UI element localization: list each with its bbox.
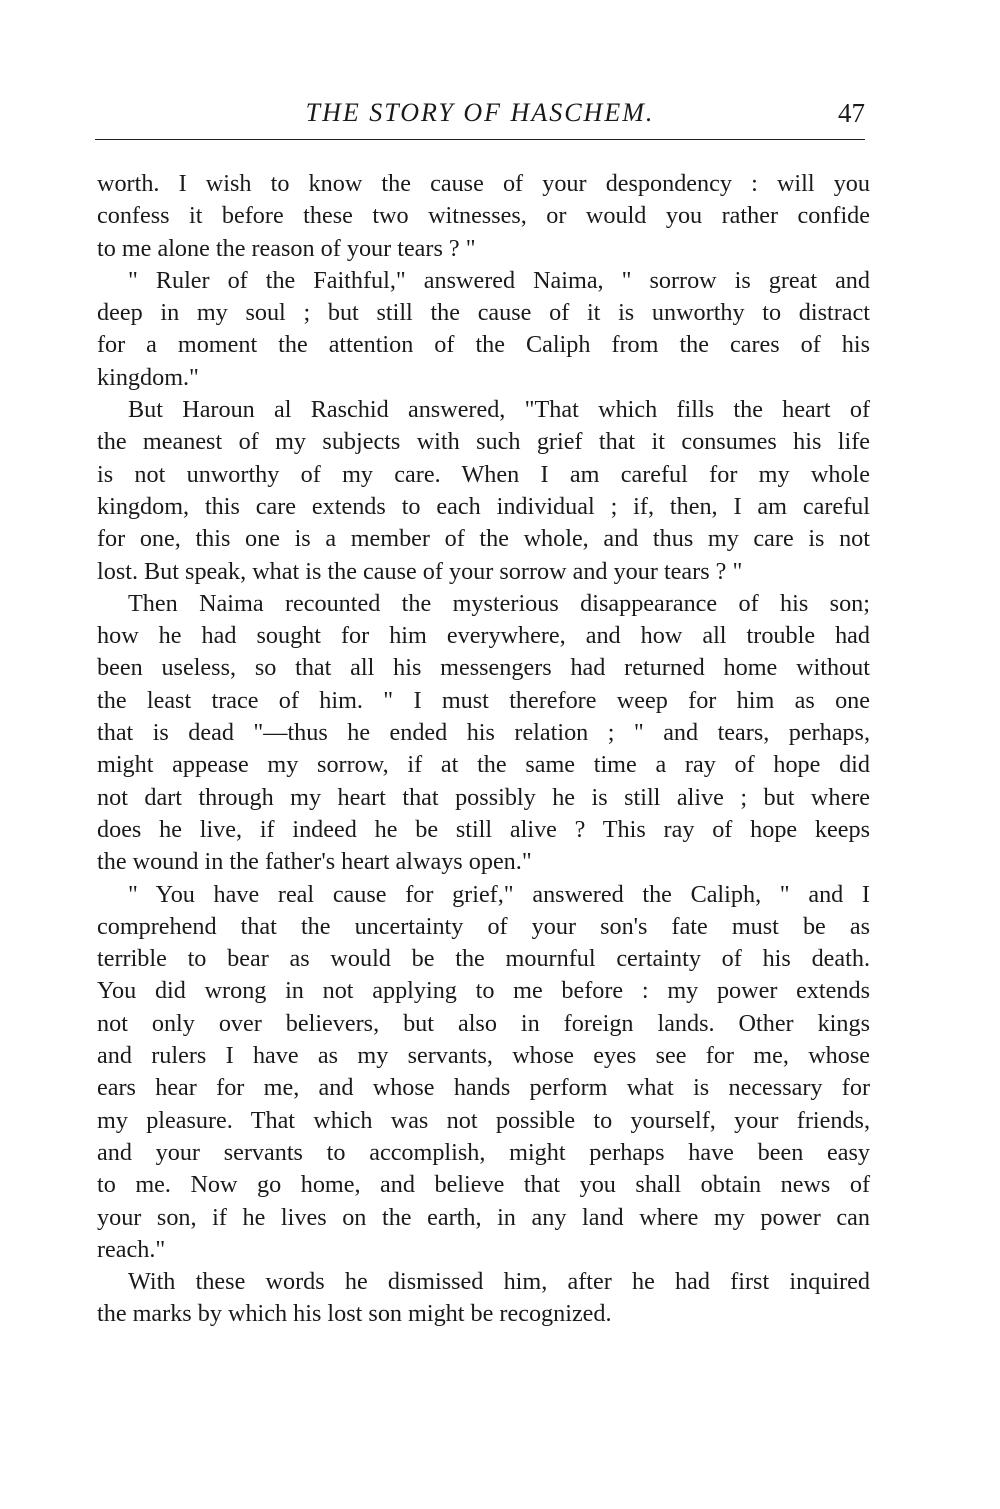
paragraph	[97, 394, 870, 588]
text-line: kingdom, this care extends to each individual ; if, then, I am careful	[97, 492, 870, 520]
text-line: comprehend that the uncertainty of your son's fate must be as	[97, 912, 870, 940]
text-line: to me. Now go home, and believe that you shall obtain news of	[97, 1171, 870, 1199]
text-line: does he live, if indeed he be still alive ? This ray of hope keeps	[97, 815, 870, 843]
text-line: But Haroun al Raschid answered, "That which fills the heart of	[128, 396, 870, 424]
text-line: not dart through my heart that possibly he is still alive ; but where	[97, 783, 870, 811]
text-line: and your servants to accomplish, might perhaps have been easy	[97, 1138, 870, 1166]
text-line: " You have real cause for grief," answered the Caliph, " and I	[128, 880, 870, 908]
text-line: the wound in the father's heart always open."	[97, 848, 532, 876]
page-number: 47	[838, 98, 865, 128]
text-line: that is dead "—thus he ended his relation ; " and tears, perhaps,	[97, 719, 870, 747]
text-line: lost. But speak, what is the cause of your sorrow and your tears ? "	[97, 557, 743, 585]
text-line: how he had sought for him everywhere, and how all trouble had	[97, 622, 870, 650]
body-text	[97, 168, 870, 1331]
text-line: the marks by which his lost son might be recognized.	[97, 1300, 612, 1328]
text-line: the least trace of him. " I must therefore weep for him as one	[97, 686, 870, 714]
page-header	[95, 92, 865, 136]
text-line: for a moment the attention of the Caliph from the cares of his	[97, 331, 870, 359]
text-line: been useless, so that all his messengers had returned home without	[97, 654, 870, 682]
paragraph	[97, 265, 870, 394]
text-line: your son, if he lives on the earth, in any land where my power can	[97, 1203, 870, 1231]
text-line: to me alone the reason of your tears ? "	[97, 234, 476, 262]
text-line: deep in my soul ; but still the cause of it is unworthy to distract	[97, 299, 870, 327]
text-line: worth. I wish to know the cause of your despondency : will you	[97, 170, 870, 197]
text-line: might appease my sorrow, if at the same time a ray of hope did	[97, 751, 870, 779]
running-title: THE STORY OF HASCHEM.	[305, 98, 655, 127]
header-rule	[95, 139, 865, 140]
text-line: for one, this one is a member of the whole, and thus my care is not	[97, 525, 870, 553]
text-line: reach."	[97, 1235, 166, 1263]
text-line: my pleasure. That which was not possible to yourself, your friends,	[97, 1106, 870, 1134]
paragraph	[97, 168, 870, 265]
paragraph	[97, 588, 870, 879]
text-line: and rulers I have as my servants, whose eyes see for me, whose	[97, 1042, 870, 1070]
text-line: kingdom."	[97, 363, 199, 391]
text-line: is not unworthy of my care. When I am careful for my whole	[97, 460, 870, 488]
text-line: the meanest of my subjects with such grief that it consumes his life	[97, 428, 870, 456]
text-line: not only over believers, but also in foreign lands. Other kings	[97, 1009, 870, 1037]
text-line: Then Naima recounted the mysterious disappearance of his son;	[128, 589, 870, 617]
text-line: " Ruler of the Faithful," answered Naima, " sorrow is great and	[128, 266, 870, 294]
text-line: You did wrong in not applying to me before : my power extends	[97, 977, 870, 1005]
text-line: ears hear for me, and whose hands perform what is necessary for	[97, 1074, 870, 1102]
text-line: confess it before these two witnesses, or would you rather confide	[97, 202, 870, 230]
paragraph	[97, 1266, 870, 1331]
paragraph	[97, 879, 870, 1267]
text-line: terrible to bear as would be the mournful certainty of his death.	[97, 945, 870, 973]
text-line: With these words he dismissed him, after he had first inquired	[128, 1268, 870, 1296]
